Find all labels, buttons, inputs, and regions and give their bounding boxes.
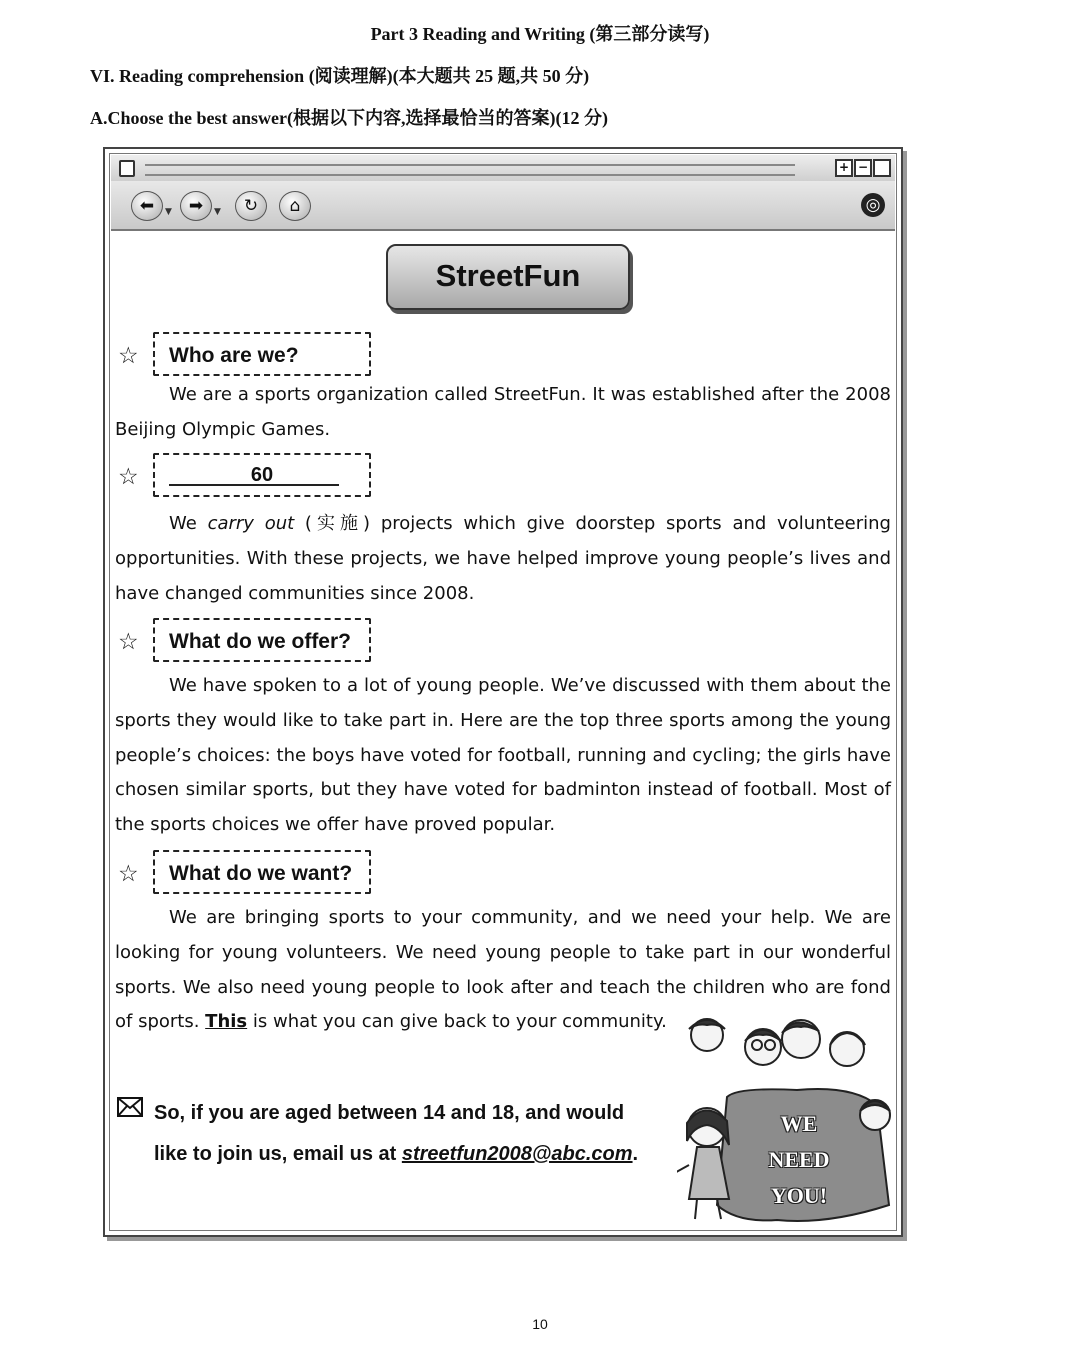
back-icon[interactable]: ⬅ bbox=[131, 191, 163, 221]
this-underlined-word: This bbox=[205, 1011, 248, 1033]
globe-icon[interactable]: ◎ bbox=[861, 193, 885, 217]
star-icon: ☆ bbox=[118, 464, 139, 490]
forward-dropdown-icon[interactable]: ▼ bbox=[214, 207, 221, 217]
star-icon: ☆ bbox=[118, 343, 139, 369]
heading-what-do-we-offer: What do we offer? bbox=[153, 618, 371, 662]
blank-underline bbox=[169, 484, 339, 486]
section-title: VI. Reading comprehension (阅读理解)(本大题共 25 题,共 50 分) bbox=[90, 66, 590, 86]
blank-number: 60 bbox=[250, 464, 274, 486]
carry-out-phrase: carry out bbox=[207, 513, 295, 534]
heading-what-do-we-want: What do we want? bbox=[153, 850, 371, 894]
star-icon: ☆ bbox=[118, 629, 139, 655]
envelope-icon bbox=[117, 1097, 143, 1117]
paragraph-what-do-we-offer: We have spoken to a lot of young people. We’ve discussed with them about the sports they would like to take part in. Here are the top three sports among the young people’s choices: the boys have voted for football, running and cycling; the girls have chosen similar sports, but they have voted for badminton instead of football. Most of the sports choices we offer have proved popular. bbox=[115, 675, 891, 836]
star-icon: ☆ bbox=[118, 861, 139, 887]
home-icon[interactable]: ⌂ bbox=[279, 191, 311, 221]
subsection-title: A.Choose the best answer(根据以下内容,选择最恰当的答案)(12 分) bbox=[90, 108, 608, 128]
close-button[interactable] bbox=[873, 159, 891, 177]
window-menu-icon[interactable] bbox=[119, 160, 135, 177]
streetfun-logo: StreetFun bbox=[386, 244, 630, 310]
contact-text bbox=[154, 1093, 674, 1175]
email-link[interactable]: streetfun2008@abc.com bbox=[401, 1143, 633, 1165]
forward-icon[interactable]: ➡ bbox=[180, 191, 212, 221]
part-title: Part 3 Reading and Writing (第三部分读写) bbox=[370, 24, 710, 44]
title-bar-stripes bbox=[145, 164, 795, 176]
refresh-icon[interactable]: ↻ bbox=[235, 191, 267, 221]
heading-who-are-we: Who are we? bbox=[153, 332, 371, 376]
we-need-you-sign: WE NEED YOU! bbox=[768, 1111, 830, 1208]
paragraph-what-do-we-want: We are bringing sports to your community, and we need your help. We are looking for young volunteers. We need young people to take part in our wonderful sports. We also need young people to look after and teach the children who are fond of sports. This is what you can give back to your community. bbox=[115, 907, 891, 1033]
contact-line-2: like to join us, email us at streetfun2008@abc.com. bbox=[154, 1143, 639, 1165]
contact-line-1: So, if you are aged between 14 and 18, and would bbox=[154, 1102, 625, 1124]
page-number: 10 bbox=[532, 1316, 548, 1332]
heading-blank-60 bbox=[153, 453, 371, 497]
paragraph-who-are-we: We are a sports organization called StreetFun. It was established after the 2008 Beijing Olympic Games. bbox=[115, 384, 891, 440]
browser-window bbox=[103, 147, 903, 1237]
browser-toolbar bbox=[111, 181, 895, 231]
minimize-button[interactable]: − bbox=[854, 159, 872, 177]
paragraph-projects: We carry out (实施) projects which give doorstep sports and volunteering opportunities. With these projects, we have helped improve young people’s lives and have changed communities since 2008. bbox=[115, 513, 891, 604]
maximize-button[interactable]: + bbox=[835, 159, 853, 177]
back-dropdown-icon[interactable]: ▼ bbox=[165, 207, 172, 217]
title-bar bbox=[111, 155, 895, 182]
